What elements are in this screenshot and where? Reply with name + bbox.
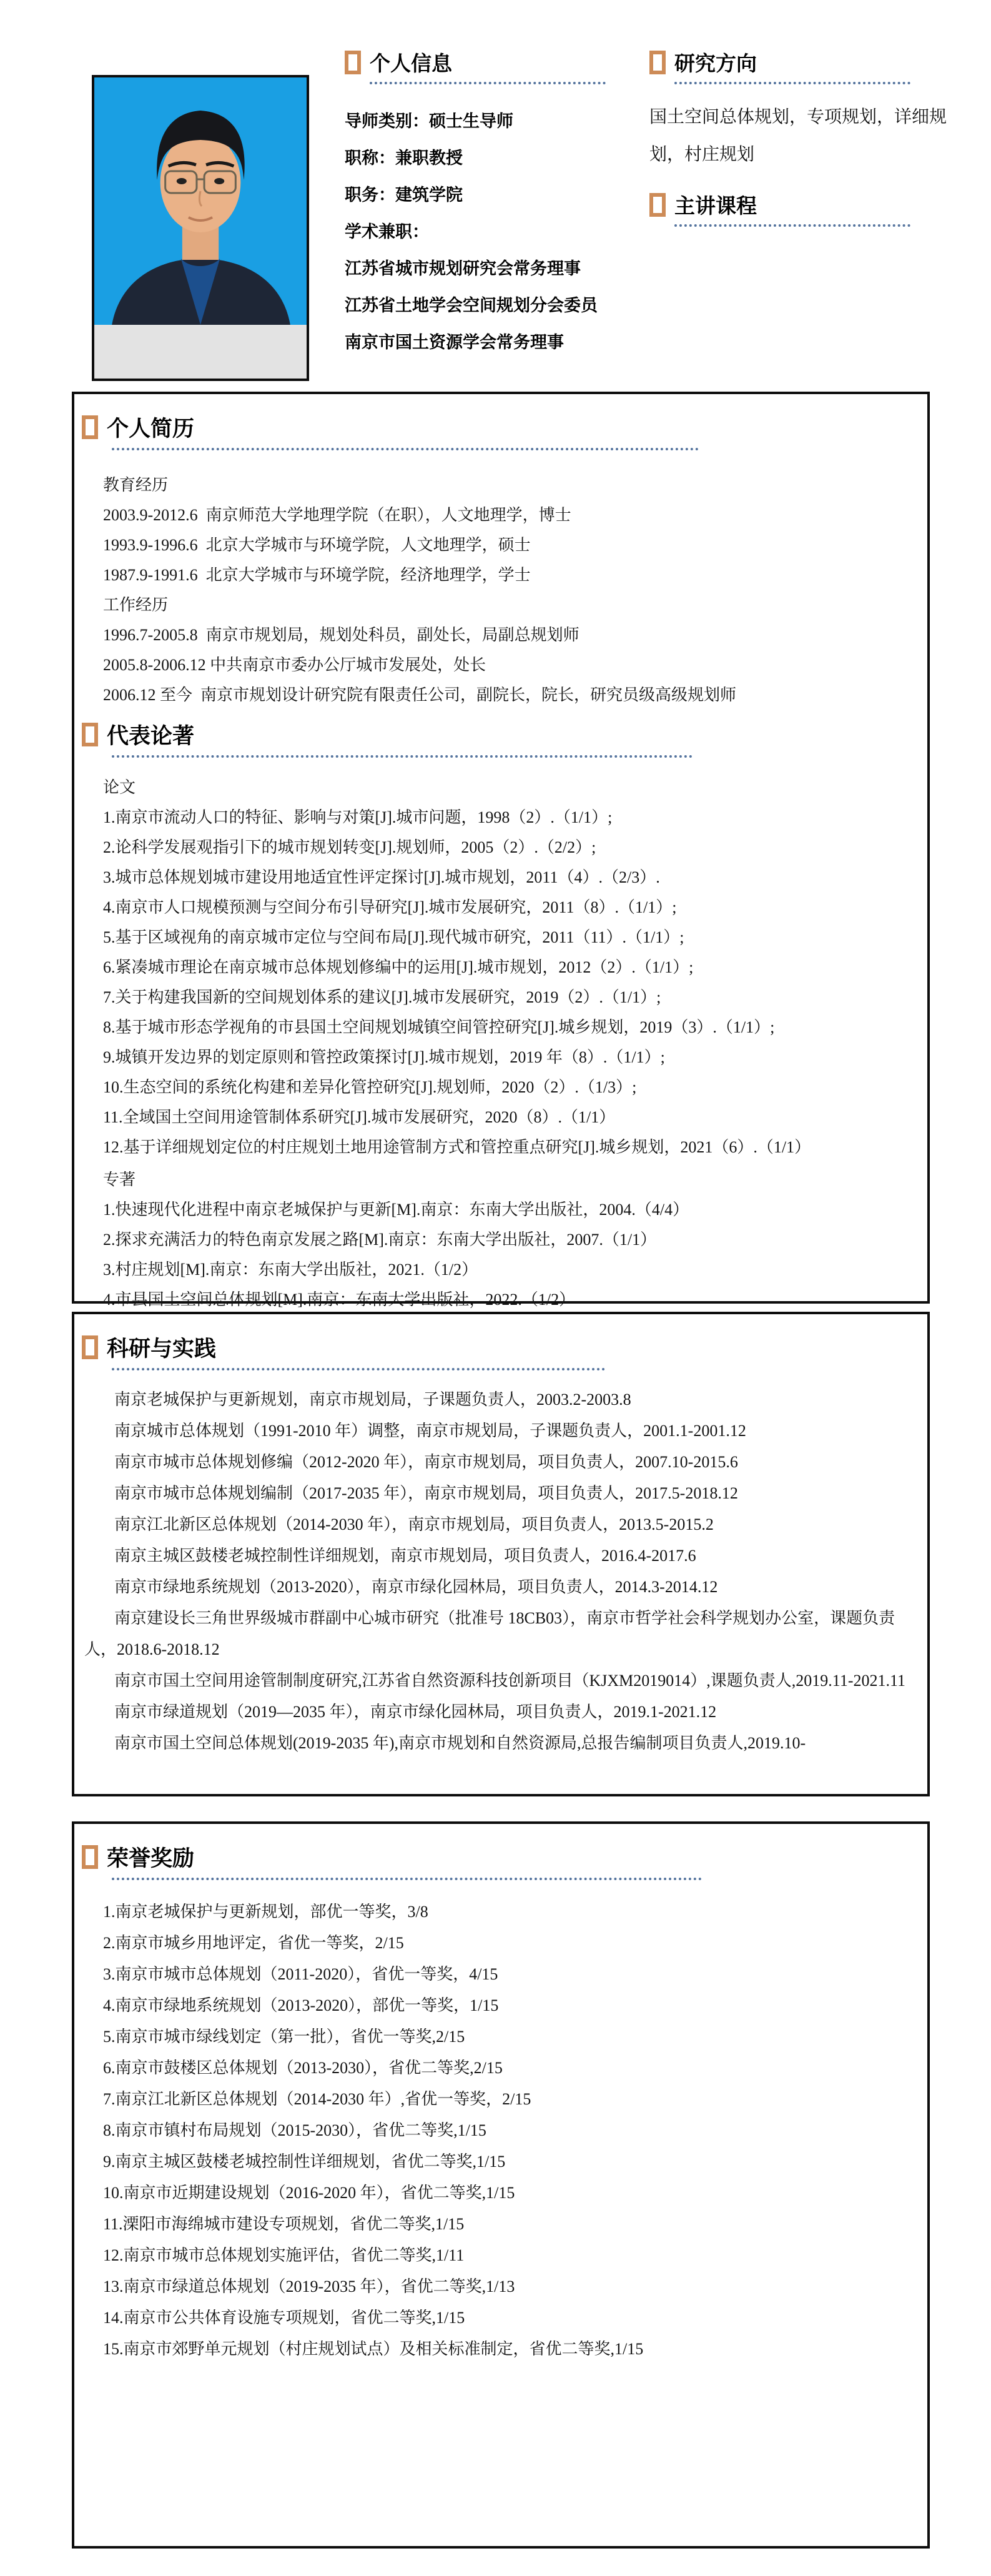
courses-header <box>649 190 949 219</box>
honor-line: 11.溧阳市海绵城市建设专项规划，省优二等奖,1/15 <box>103 2215 465 2233</box>
practice-content <box>84 1384 915 1759</box>
practice-title: 科研与实践 <box>107 1337 217 1361</box>
resume-header <box>74 394 927 443</box>
honor-line: 8.南京市镇村布局规划（2015-2030），省优二等奖,1/15 <box>103 2121 486 2139</box>
education-line: 1993.9-1996.6 北京大学城市与环境学院，人文地理学，硕士 <box>103 536 531 554</box>
photo-caption-strip <box>94 325 307 379</box>
practice-line: 南京主城区鼓楼老城控制性详细规划，南京市规划局，项目负责人，2016.4-2017.6 <box>114 1547 696 1565</box>
research-direction-title: 研究方向 <box>674 52 757 75</box>
work-line: 1996.7-2005.8 南京市规划局，规划处科员，副处长，局副总规划师 <box>103 626 579 644</box>
profile-photo <box>92 75 309 381</box>
personal-info-lines <box>345 103 643 361</box>
paper-line: 8.基于城市形态学视角的市县国土空间规划城镇空间管控研究[J].城乡规划，2019（3）.（1/1）; <box>103 1018 775 1036</box>
practice-header <box>74 1314 927 1363</box>
dotted-divider <box>112 755 693 758</box>
resume-box <box>72 392 930 1309</box>
books-subheader: 专著 <box>103 1171 136 1189</box>
honor-line: 3.南京市城市总体规划（2011-2020），省优一等奖，4/15 <box>103 1965 498 1983</box>
honor-line: 15.南京市郊野单元规划（村庄规划试点）及相关标准制定，省优二等奖,1/15 <box>103 2340 644 2358</box>
paper-line: 6.紧凑城市理论在南京城市总体规划修编中的运用[J].城市规划，2012（2）.（1/1）; <box>103 958 694 976</box>
book-line: 3.村庄规划[M].南京：东南大学出版社，2021.（1/2） <box>103 1261 478 1279</box>
practice-line: 南京市国土空间用途管制制度研究,江苏省自然资源科技创新项目（KJXM2019014）,课题负责人,2019.11-2021.11 <box>114 1672 906 1690</box>
education-line: 2003.9-2012.6 南京师范大学地理学院（在职），人文地理学，博士 <box>103 506 571 524</box>
practice-line: 南京江北新区总体规划（2014-2030 年），南京市规划局，项目负责人，2013.5-2015.2 <box>114 1515 714 1533</box>
honor-line: 13.南京市绿道总体规划（2019-2035 年），省优二等奖,1/13 <box>103 2277 515 2296</box>
info-line: 学术兼职： <box>345 222 429 241</box>
section-bullet-icon <box>345 51 361 74</box>
paper-line: 12.基于详细规划定位的村庄规划土地用途管制方式和管控重点研究[J].城乡规划，2021（6）.（1/1） <box>103 1138 811 1156</box>
work-line: 2005.8-2006.12 中共南京市委办公厅城市发展处，处长 <box>103 656 486 674</box>
education-subheader: 教育经历 <box>103 476 169 494</box>
practice-line: 南京市绿地系统规划（2013-2020），南京市绿化园林局，项目负责人，2014.3-2014.12 <box>114 1578 718 1596</box>
paper-line: 10.生态空间的系统化构建和差异化管控研究[J].规划师，2020（2）.（1/3）; <box>103 1078 637 1096</box>
honor-line: 9.南京主城区鼓楼老城控制性详细规划，省优二等奖,1/15 <box>103 2152 506 2171</box>
practice-line: 南京市城市总体规划修编（2012-2020 年），南京市规划局，项目负责人，2007.10-2015.6 <box>114 1453 738 1471</box>
honor-line: 14.南京市公共体育设施专项规划，省优二等奖,1/15 <box>103 2309 465 2327</box>
practice-line: 南京市城市总体规划编制（2017-2035 年），南京市规划局，项目负责人，2017.5-2018.12 <box>114 1484 738 1502</box>
publications-title: 代表论著 <box>107 724 195 748</box>
work-subheader: 工作经历 <box>103 596 169 614</box>
section-bullet-icon <box>649 51 666 74</box>
courses-title: 主讲课程 <box>674 194 757 217</box>
dotted-divider <box>674 82 910 84</box>
practice-line: 南京城市总体规划（1991-2010 年）调整，南京市规划局，子课题负责人，2001.1-2001.12 <box>114 1422 746 1440</box>
section-bullet-icon <box>649 193 666 217</box>
honors-content <box>103 1896 909 2365</box>
practice-box <box>72 1312 930 1796</box>
honor-line: 10.南京市近期建设规划（2016-2020 年），省优二等奖,1/15 <box>103 2184 515 2202</box>
dotted-divider <box>674 224 910 227</box>
publications-header <box>74 710 927 750</box>
resume-content <box>103 470 909 710</box>
honor-line: 5.南京市城市绿线划定（第一批），省优一等奖,2/15 <box>103 2028 465 2046</box>
personal-info-title: 个人信息 <box>370 52 452 75</box>
publications-content <box>103 773 909 1315</box>
work-line: 2006.12 至今 南京市规划设计研究院有限责任公司，副院长，院长，研究员级高级规划师 <box>103 686 737 704</box>
dotted-divider <box>112 448 699 450</box>
dotted-divider <box>370 82 606 84</box>
research-direction-section <box>649 47 949 173</box>
honors-title: 荣誉奖励 <box>107 1846 195 1871</box>
section-bullet-icon <box>82 415 98 439</box>
honor-line: 1.南京老城保护与更新规划，部优一等奖，3/8 <box>103 1903 428 1921</box>
book-line: 4.市县国土空间总体规划[M].南京：东南大学出版社，2022.（1/2） <box>103 1290 576 1309</box>
paper-line: 9.城镇开发边界的划定原则和管控政策探讨[J].城市规划，2019 年（8）.（1/1）; <box>103 1048 665 1066</box>
practice-line: 南京老城保护与更新规划，南京市规划局，子课题负责人，2003.2-2003.8 <box>114 1390 631 1409</box>
personal-info-section <box>345 47 643 419</box>
paper-line: 11.全域国土空间用途管制体系研究[J].城市发展研究，2020（8）.（1/1） <box>103 1108 616 1126</box>
research-direction-text: 国土空间总体规划，专项规划，详细规划，村庄规划 <box>649 107 947 164</box>
resume-title: 个人简历 <box>107 417 195 441</box>
honors-box <box>72 1821 930 2549</box>
research-direction-header <box>649 47 949 77</box>
paper-line: 5.基于区域视角的南京城市定位与空间布局[J].现代城市研究，2011（11）.（1/1）; <box>103 928 684 946</box>
practice-line: 南京市绿道规划（2019—2035 年），南京市绿化园林局，项目负责人，2019.1-2021.12 <box>114 1703 717 1721</box>
portrait-photo <box>94 77 307 325</box>
honor-line: 2.南京市城乡用地评定，省优一等奖，2/15 <box>103 1934 404 1952</box>
personal-info-header <box>345 47 643 77</box>
info-line: 职务：建筑学院 <box>345 186 463 204</box>
info-line: 南京市国土资源学会常务理事 <box>345 333 564 352</box>
book-line: 1.快速现代化进程中南京老城保护与更新[M].南京：东南大学出版社，2004.（4/4） <box>103 1201 689 1219</box>
info-line: 导师类别：硕士生导师 <box>345 112 513 131</box>
honor-line: 6.南京市鼓楼区总体规划（2013-2030），省优二等奖,2/15 <box>103 2059 503 2077</box>
info-line: 江苏省土地学会空间规划分会委员 <box>345 296 598 315</box>
info-line: 职称：兼职教授 <box>345 149 463 167</box>
honors-header <box>74 1824 927 1873</box>
honor-line: 7.南京江北新区总体规划（2014-2030 年）,省优一等奖，2/15 <box>103 2090 531 2108</box>
paper-line: 3.城市总体规划城市建设用地适宜性评定探讨[J].城市规划，2011（4）.（2/3）. <box>103 868 660 886</box>
papers-subheader: 论文 <box>103 778 136 796</box>
book-line: 2.探求充满活力的特色南京发展之路[M].南京：东南大学出版社，2007.（1/1） <box>103 1231 657 1249</box>
honor-line: 12.南京市城市总体规划实施评估，省优二等奖,1/11 <box>103 2246 465 2264</box>
paper-line: 2.论科学发展观指引下的城市规划转变[J].规划师，2005（2）.（2/2）; <box>103 838 596 856</box>
section-bullet-icon <box>82 723 98 746</box>
practice-line: 南京市国土空间总体规划(2019-2035 年),南京市规划和自然资源局,总报告编制项目负责人,2019.10- <box>114 1734 806 1752</box>
honor-line: 4.南京市绿地系统规划（2013-2020），部优一等奖，1/15 <box>103 1996 499 2014</box>
info-line: 江苏省城市规划研究会常务理事 <box>345 259 581 278</box>
education-line: 1987.9-1991.6 北京大学城市与环境学院，经济地理学，学士 <box>103 566 531 584</box>
section-bullet-icon <box>82 1335 98 1359</box>
paper-line: 7.关于构建我国新的空间规划体系的建议[J].城市发展研究，2019（2）.（1/1）; <box>103 988 661 1006</box>
paper-line: 4.南京市人口规模预测与空间分布引导研究[J].城市发展研究，2011（8）.（1/1）; <box>103 898 677 916</box>
paper-line: 1.南京市流动人口的特征、影响与对策[J].城市问题，1998（2）.（1/1）; <box>103 808 613 826</box>
section-bullet-icon <box>82 1845 98 1869</box>
courses-section <box>649 190 949 227</box>
dotted-divider <box>112 1368 605 1370</box>
practice-line: 南京建设长三角世界级城市群副中心城市研究（批准号 18CB03），南京市哲学社会科学规划办公室，课题负责人，2018.6-2018.12 <box>84 1609 895 1658</box>
dotted-divider <box>112 1878 702 1880</box>
